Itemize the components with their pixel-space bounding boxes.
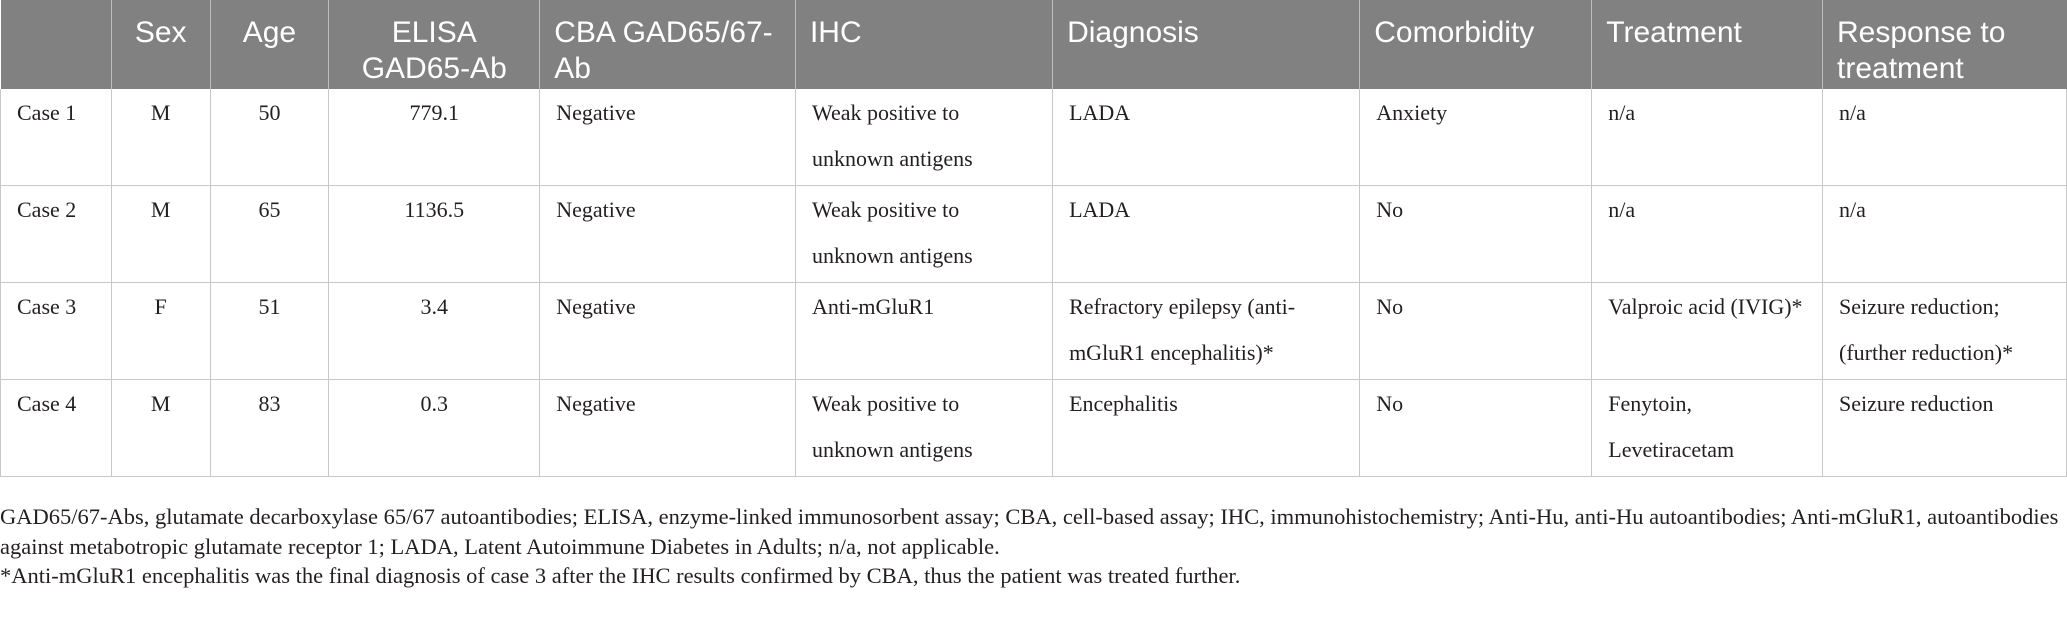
cell-ihc: Weak positive to unknown antigens	[795, 89, 1052, 186]
cell-case: Case 1	[1, 89, 112, 186]
abbreviations-footnote: GAD65/67-Abs, glutamate decarboxylase 65/67 autoantibodies; ELISA, enzyme-linked immunosorbent assay; CBA, cell-based assay; IHC, immunohistochemistry; Anti-Hu, anti-Hu autoantibodies; Anti-mGluR1, autoantibodies against metabotropic glutamate receptor 1; LADA, Latent Autoimmune Diabetes in Adults; n/a, not applicable.	[0, 504, 2059, 559]
cell-response: n/a	[1823, 89, 2067, 186]
header-comorbidity: Comorbidity	[1360, 1, 1592, 89]
cell-cba: Negative	[540, 89, 796, 186]
cell-case: Case 2	[1, 186, 112, 283]
cell-response: n/a	[1823, 186, 2067, 283]
cell-diagnosis: Refractory epilepsy (anti-mGluR1 encephalitis)*	[1053, 283, 1360, 380]
header-age: Age	[210, 1, 329, 89]
cell-treatment: n/a	[1592, 186, 1823, 283]
cell-ihc: Weak positive to unknown antigens	[795, 186, 1052, 283]
cell-response: Seizure reduction	[1823, 380, 2067, 477]
cell-sex: F	[111, 283, 210, 380]
cell-cba: Negative	[540, 186, 796, 283]
cell-age: 65	[210, 186, 329, 283]
cell-sex: M	[111, 380, 210, 477]
cell-treatment: Fenytoin, Levetiracetam	[1592, 380, 1823, 477]
table-row	[1, 380, 2067, 477]
cell-elisa: 779.1	[329, 89, 540, 186]
header-row	[1, 1, 2067, 89]
table-row	[1, 89, 2067, 186]
header-case	[1, 1, 112, 89]
header-ihc: IHC	[795, 1, 1052, 89]
cell-treatment: Valproic acid (IVIG)*	[1592, 283, 1823, 380]
table-footnotes	[0, 502, 2060, 591]
cell-cba: Negative	[540, 283, 796, 380]
cell-comorbidity: No	[1360, 380, 1592, 477]
header-treatment: Treatment	[1592, 1, 1823, 89]
cell-diagnosis: LADA	[1053, 186, 1360, 283]
cell-elisa: 3.4	[329, 283, 540, 380]
cell-comorbidity: No	[1360, 186, 1592, 283]
cell-treatment: n/a	[1592, 89, 1823, 186]
cell-elisa: 1136.5	[329, 186, 540, 283]
cell-sex: M	[111, 89, 210, 186]
cell-age: 51	[210, 283, 329, 380]
cell-case: Case 3	[1, 283, 112, 380]
cell-ihc: Weak positive to unknown antigens	[795, 380, 1052, 477]
header-sex: Sex	[111, 1, 210, 89]
cell-cba: Negative	[540, 380, 796, 477]
cell-diagnosis: Encephalitis	[1053, 380, 1360, 477]
asterisk-footnote: *Anti-mGluR1 encephalitis was the final diagnosis of case 3 after the IHC results confirmed by CBA, thus the patient was treated further.	[0, 563, 1241, 588]
cell-case: Case 4	[1, 380, 112, 477]
header-diagnosis: Diagnosis	[1053, 1, 1360, 89]
cell-sex: M	[111, 186, 210, 283]
cell-response: Seizure reduction; (further reduction)*	[1823, 283, 2067, 380]
cell-age: 50	[210, 89, 329, 186]
cell-age: 83	[210, 380, 329, 477]
header-elisa: ELISA GAD65-Ab	[329, 1, 540, 89]
cell-diagnosis: LADA	[1053, 89, 1360, 186]
header-response: Response to treatment	[1823, 1, 2067, 89]
header-cba: CBA GAD65/67-Ab	[540, 1, 796, 89]
table-row	[1, 283, 2067, 380]
cell-elisa: 0.3	[329, 380, 540, 477]
table-row	[1, 186, 2067, 283]
cell-comorbidity: No	[1360, 283, 1592, 380]
cell-ihc: Anti-mGluR1	[795, 283, 1052, 380]
table-body	[1, 89, 2067, 477]
table-header	[1, 1, 2067, 89]
cell-comorbidity: Anxiety	[1360, 89, 1592, 186]
